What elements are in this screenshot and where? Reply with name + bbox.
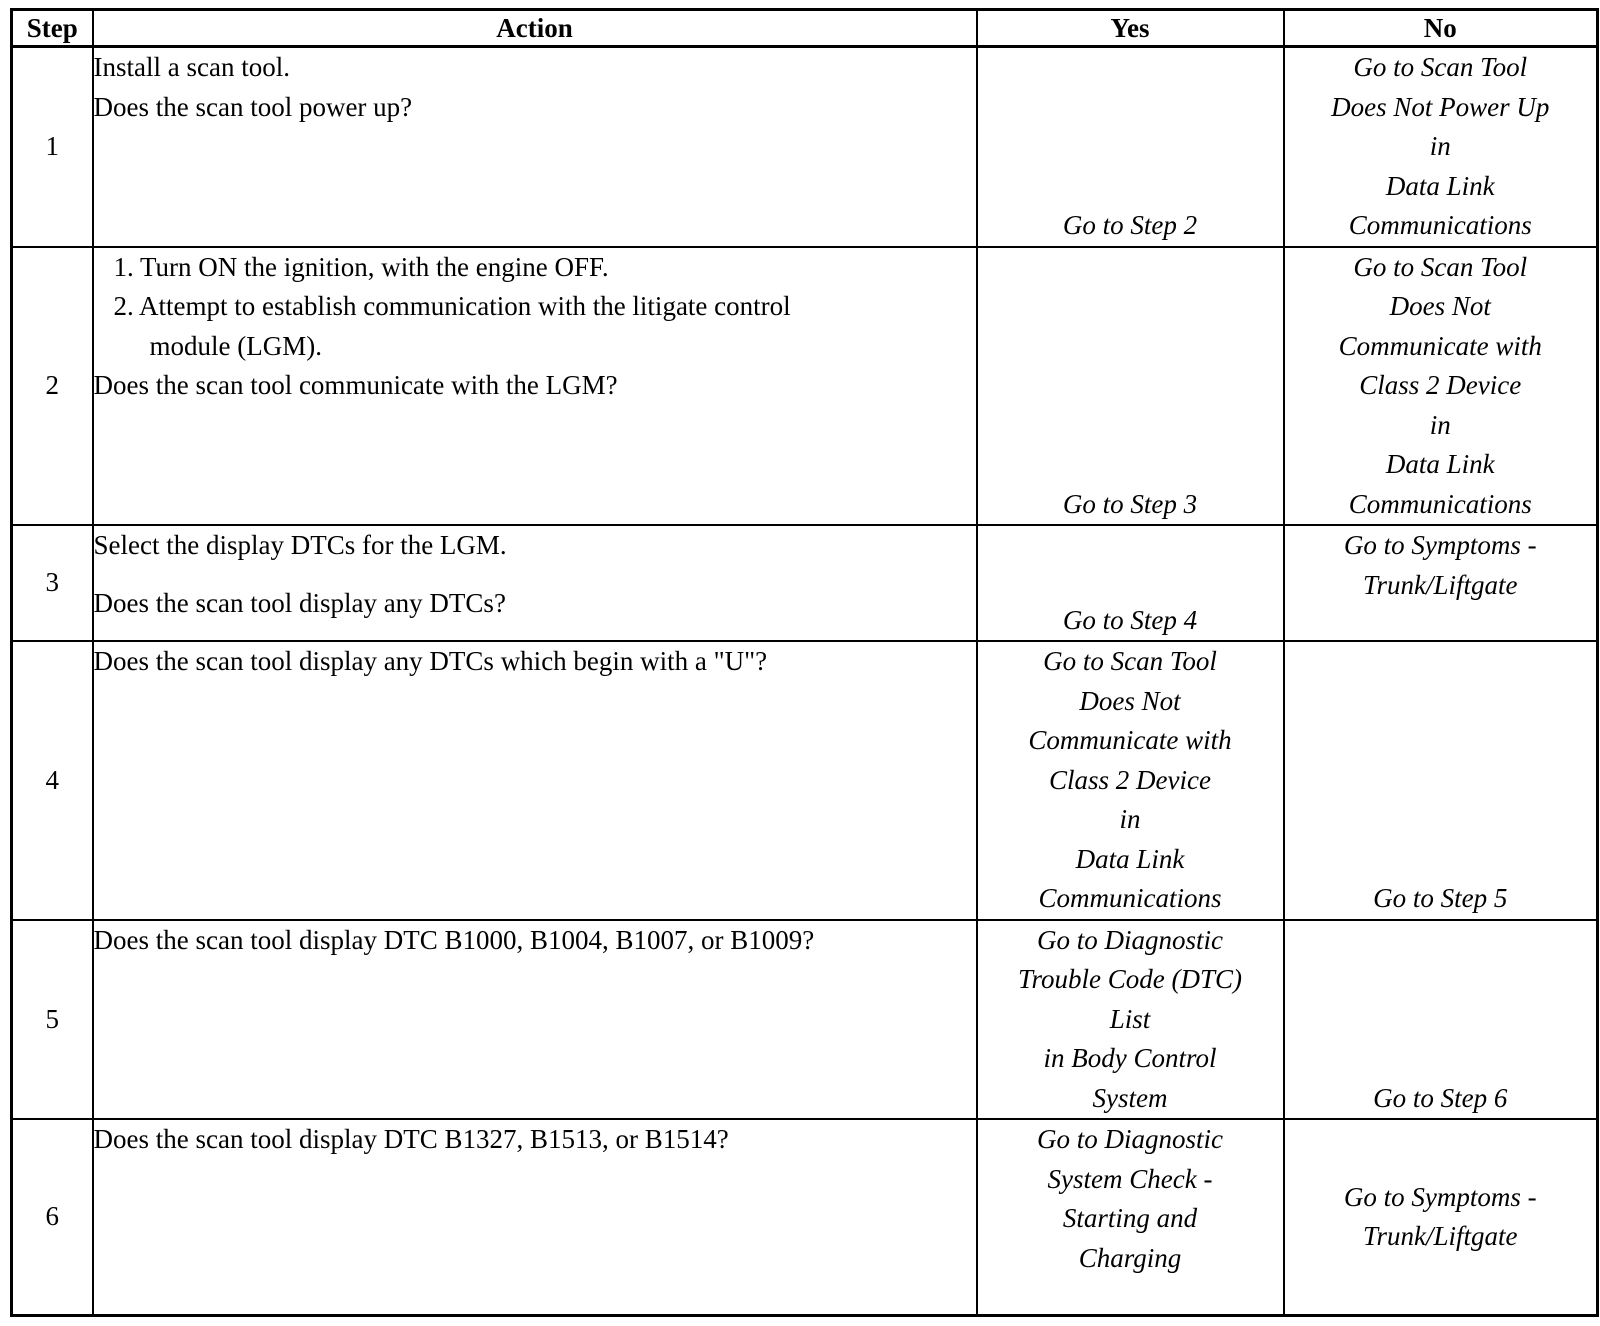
yes-cell [977, 641, 1284, 920]
action-question: Does the scan tool communicate with the LGM? [93, 370, 618, 400]
action-question: Does the scan tool display DTC B1000, B1004, B1007, or B1009? [93, 924, 815, 955]
no-link-line[interactable]: Go to Symptoms - [1343, 530, 1537, 560]
no-link-line[interactable]: Class 2 Device [1359, 370, 1522, 400]
table-row [12, 525, 1598, 641]
step-number: 5 [12, 920, 93, 1120]
table-row [12, 1119, 1598, 1316]
action-cell [93, 525, 977, 641]
table-row [12, 641, 1598, 920]
no-link-line[interactable]: Communications [1348, 210, 1532, 240]
action-cell [93, 247, 977, 526]
no-link-line[interactable]: Data Link [1385, 170, 1495, 201]
yes-link-line[interactable]: Does Not [1079, 685, 1181, 716]
step-number: 6 [12, 1119, 93, 1316]
header-yes: Yes [977, 10, 1284, 47]
action-text: Install a scan tool. [93, 52, 290, 82]
action-list-item-continuation: module (LGM). [149, 330, 322, 361]
no-link-line[interactable]: Communications [1348, 488, 1532, 519]
no-link-line[interactable]: Does Not Power Up [1331, 91, 1550, 122]
yes-cell [977, 47, 1284, 247]
yes-cell [977, 1119, 1284, 1316]
no-cell [1284, 525, 1598, 641]
no-link-line[interactable]: Go to Scan Tool [1353, 251, 1528, 282]
no-link-line[interactable]: Go to Symptoms - [1343, 1181, 1537, 1212]
header-step: Step [12, 10, 93, 47]
yes-link[interactable]: Go to Step 3 [1062, 488, 1198, 519]
no-link-line[interactable]: Does Not [1389, 291, 1491, 321]
step-number: 3 [12, 525, 93, 641]
step-number: 1 [12, 47, 93, 247]
no-link-line[interactable]: in [1429, 409, 1451, 440]
no-link[interactable]: Go to Step 6 [1373, 1082, 1508, 1113]
yes-link[interactable]: Go to Step 4 [1062, 604, 1198, 635]
no-link-line[interactable]: Trunk/Liftgate [1362, 569, 1518, 600]
no-cell [1284, 1119, 1598, 1316]
action-text: Select the display DTCs for the LGM. [93, 530, 507, 560]
header-action: Action [93, 10, 977, 47]
no-link-line[interactable]: in [1429, 131, 1451, 161]
yes-cell [977, 247, 1284, 526]
yes-cell [977, 525, 1284, 641]
yes-link-line[interactable]: Class 2 Device [1049, 764, 1211, 795]
yes-cell [977, 920, 1284, 1120]
header-no: No [1284, 10, 1598, 47]
yes-link-line[interactable]: System [1092, 1082, 1168, 1113]
table-row [12, 247, 1598, 526]
no-link-line[interactable]: Trunk/Liftgate [1362, 1221, 1518, 1251]
action-question: Does the scan tool display any DTCs which begin with a "U"? [93, 646, 768, 676]
yes-link-line[interactable]: Trouble Code (DTC) [1017, 964, 1242, 994]
yes-link-line[interactable]: in [1119, 804, 1141, 834]
yes-link-line[interactable]: Data Link [1075, 843, 1185, 874]
action-list-item-text: 1. Turn ON the ignition, with the engine OFF. [113, 251, 609, 282]
step-number: 4 [12, 641, 93, 920]
step-number: 2 [12, 247, 93, 526]
no-cell [1284, 920, 1598, 1120]
action-cell [93, 641, 977, 920]
yes-link-line[interactable]: Communications [1038, 883, 1222, 913]
yes-link-line[interactable]: Go to Scan Tool [1043, 646, 1217, 676]
diagnostic-table [10, 8, 1599, 1317]
yes-link-line[interactable]: Charging [1078, 1242, 1182, 1273]
yes-link[interactable]: Go to Step 2 [1062, 210, 1198, 240]
action-list-item [94, 248, 976, 288]
action-question: Does the scan tool power up? [93, 91, 413, 122]
no-cell [1284, 247, 1598, 526]
action-list-item-text: 2. Attempt to establish communication with the litigate control [113, 291, 791, 321]
action-list-item [94, 287, 976, 366]
yes-link-line[interactable]: System Check - [1047, 1163, 1213, 1194]
yes-link-line[interactable]: Go to Diagnostic [1037, 924, 1223, 955]
no-link[interactable]: Go to Step 5 [1373, 883, 1508, 913]
no-cell [1284, 641, 1598, 920]
yes-link-line[interactable]: List [1109, 1003, 1151, 1034]
yes-link-line[interactable]: Communicate with [1028, 725, 1232, 755]
no-link-line[interactable]: Data Link [1385, 449, 1495, 479]
no-cell [1284, 47, 1598, 247]
yes-link-line[interactable]: in Body Control [1043, 1043, 1217, 1073]
table-row [12, 47, 1598, 247]
table-row [12, 920, 1598, 1120]
action-question: Does the scan tool display any DTCs? [93, 587, 506, 618]
action-cell [93, 47, 977, 247]
yes-link-line[interactable]: Starting and [1062, 1203, 1198, 1233]
no-link-line[interactable]: Communicate with [1338, 330, 1542, 361]
action-question: Does the scan tool display DTC B1327, B1513, or B1514? [93, 1124, 729, 1154]
header-row [12, 10, 1598, 47]
action-cell [93, 920, 977, 1120]
no-link-line[interactable]: Go to Scan Tool [1353, 52, 1528, 82]
action-cell [93, 1119, 977, 1316]
yes-link-line[interactable]: Go to Diagnostic [1037, 1124, 1223, 1154]
